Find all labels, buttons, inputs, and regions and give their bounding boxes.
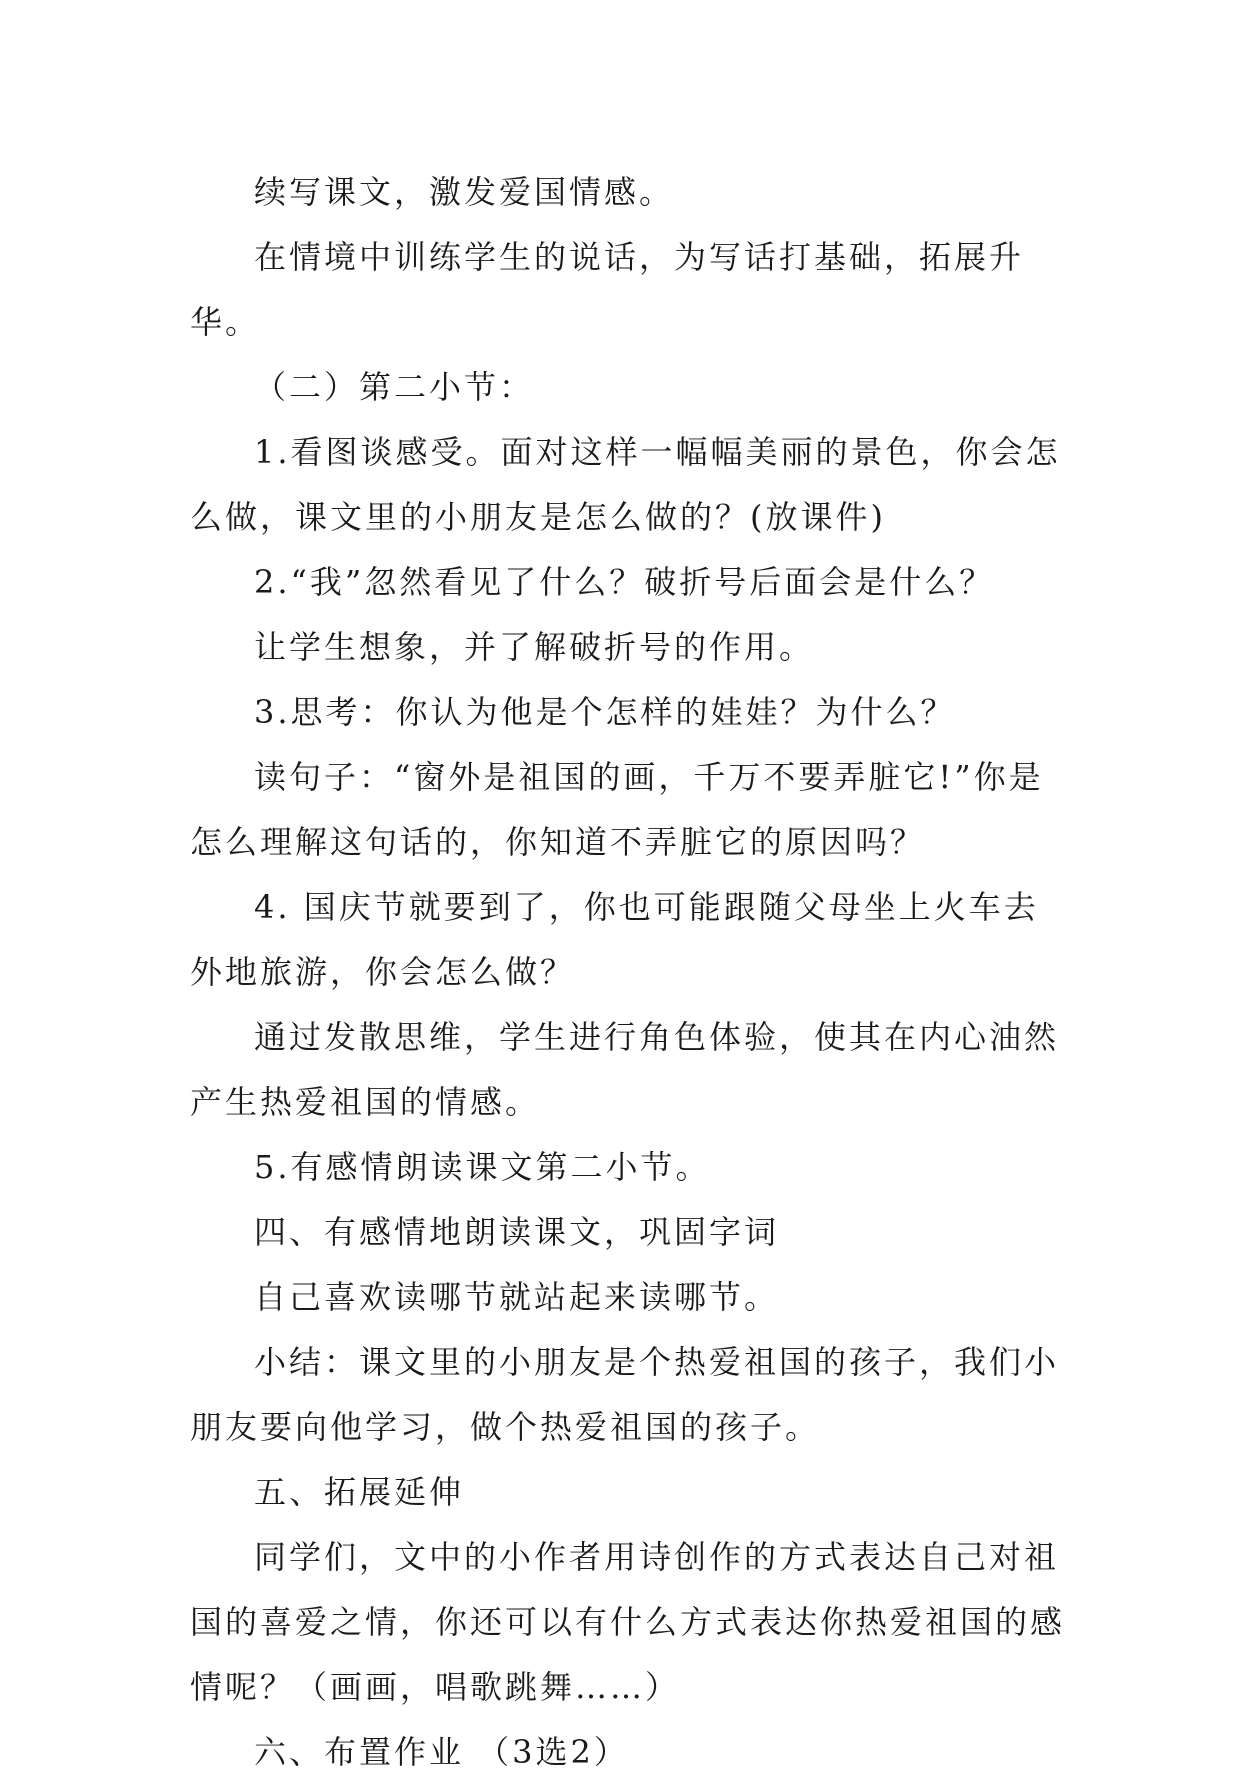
section-heading-six: 六、布置作业 （3选2） — [254, 1733, 629, 1771]
section-heading-five: 五、拓展延伸 — [254, 1473, 465, 1511]
paragraph-item-5: 5.有感情朗读课文第二小节。 — [254, 1148, 711, 1186]
section-heading-four: 四、有感情地朗读课文，巩固字词 — [254, 1213, 780, 1251]
document-body — [190, 160, 1065, 1785]
paragraph-item-1: 1.看图谈感受。面对这样一幅幅美丽的景色，你会怎么做，课文里的小朋友是怎么做的？(放课件) — [190, 433, 1061, 536]
paragraph-6: 让学生想象，并了解破折号的作用。 — [254, 628, 815, 666]
paragraph-item-3: 3.思考：你认为他是个怎样的娃娃？为什么？ — [254, 693, 956, 731]
paragraph-summary: 小结：课文里的小朋友是个热爱祖国的孩子，我们小朋友要向他学习，做个热爱祖国的孩子。 — [190, 1343, 1060, 1446]
paragraph-item-4: 4. 国庆节就要到了，你也可能跟随父母坐上火车去外地旅游，你会怎么做？ — [190, 888, 1039, 991]
paragraph-item-2: 2.“我”忽然看见了什么？破折号后面会是什么？ — [254, 563, 995, 601]
paragraph-1: 续写课文，激发爱国情感。 — [254, 173, 675, 211]
paragraph-10: 通过发散思维，学生进行角色体验，使其在内心油然产生热爱祖国的情感。 — [190, 1018, 1060, 1121]
section-heading-second-stanza: （二）第二小节： — [254, 368, 535, 406]
paragraph-13: 自己喜欢读哪节就站起来读哪节。 — [254, 1278, 780, 1316]
paragraph-16: 同学们，文中的小作者用诗创作的方式表达自己对祖国的喜爱之情，你还可以有什么方式表达你热爱祖国的感情呢？（画画，唱歌跳舞……） — [190, 1538, 1066, 1706]
paragraph-8: 读句子：“窗外是祖国的画，千万不要弄脏它!”你是怎么理解这句话的，你知道不弄脏它的原因吗？ — [190, 758, 1044, 861]
paragraph-2: 在情境中训练学生的说话，为写话打基础，拓展升华。 — [190, 238, 1025, 341]
